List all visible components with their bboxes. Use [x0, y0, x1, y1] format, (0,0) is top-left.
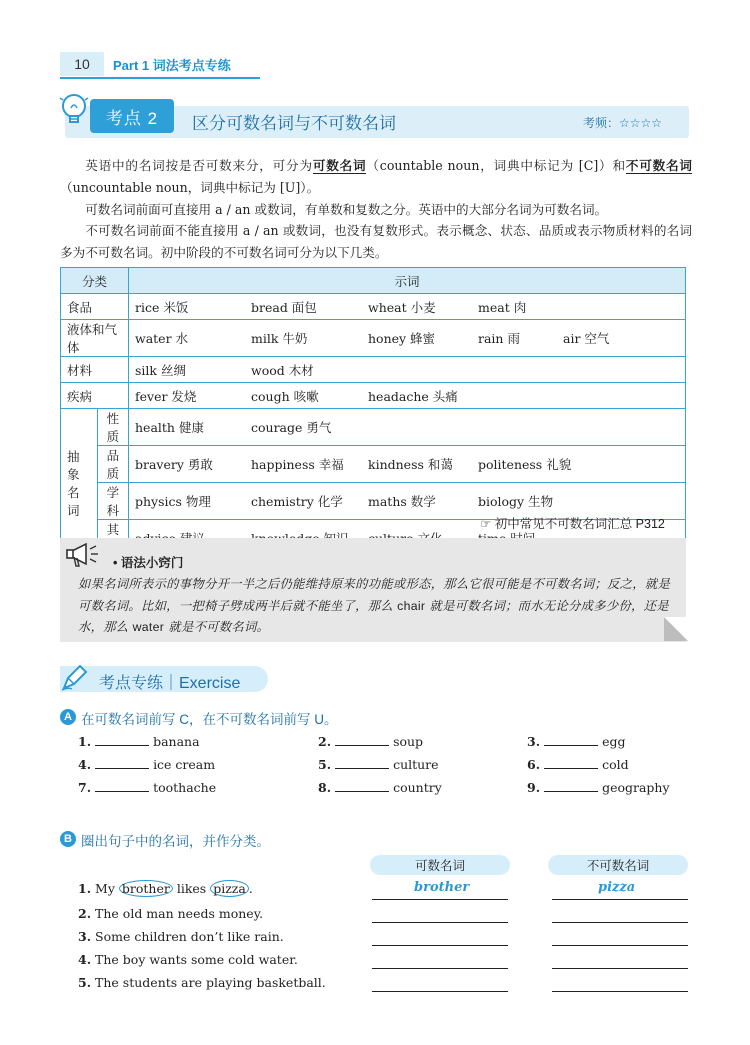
circled-noun: pizza	[210, 880, 249, 897]
word: chemistry 化学	[251, 494, 343, 509]
tip-text	[78, 574, 678, 639]
word: physics 物理	[135, 494, 211, 509]
intro-text: （countable noun，词典中标记为 [C]）和	[366, 158, 626, 173]
answer-line[interactable]	[552, 922, 688, 923]
table-row	[61, 294, 686, 320]
exercise-item	[318, 756, 439, 772]
answer-blank[interactable]	[544, 756, 598, 769]
words-cell	[129, 409, 686, 446]
example-answer-countable: brother	[414, 880, 470, 895]
words-cell	[129, 357, 686, 383]
example-sentence	[78, 881, 253, 896]
answer-blank[interactable]	[95, 733, 149, 746]
item-word: ice cream	[153, 757, 216, 772]
page-number: 10	[60, 52, 104, 76]
exercise-item	[527, 733, 625, 749]
exercise-item	[78, 779, 216, 795]
table-row	[61, 320, 686, 357]
word: politeness 礼貌	[478, 457, 572, 472]
word: cough 咳嗽	[251, 388, 319, 404]
word: health 健康	[135, 420, 204, 435]
tip-text-part: 就是不可数名词。	[164, 620, 270, 634]
item-word: cold	[602, 757, 629, 772]
answer-line[interactable]	[552, 899, 688, 900]
tip-word: water	[132, 620, 165, 634]
topic-badge: 考点 2	[90, 99, 174, 133]
sentence-text: The students are playing basketball.	[95, 975, 326, 990]
exercise-item	[318, 733, 423, 749]
item-word: egg	[602, 734, 626, 749]
section-b-instruction: 圈出句子中的名词，并作分类。	[81, 834, 270, 849]
answer-line[interactable]	[552, 968, 688, 969]
intro-paragraph-2: 可数名词前面可直接用 a / an 或数词，有单数和复数之分。英语中的大部分名词为可数名词。	[85, 202, 608, 217]
answer-line[interactable]	[372, 968, 508, 969]
item-number: 1.	[78, 734, 92, 749]
word: wood 木材	[251, 362, 314, 378]
sentence-word: likes	[176, 881, 207, 896]
sentence-item	[78, 906, 263, 921]
answer-line[interactable]	[372, 991, 508, 992]
answer-blank[interactable]	[544, 733, 598, 746]
circled-noun: brother	[119, 880, 173, 897]
word: honey 蜂蜜	[368, 331, 436, 346]
item-number: 2.	[318, 734, 332, 749]
megaphone-icon	[64, 540, 104, 570]
answer-line[interactable]	[372, 899, 508, 900]
exercise-item	[318, 779, 442, 795]
table-row	[61, 357, 686, 383]
item-number: 4.	[78, 757, 92, 772]
item-number: 2.	[78, 906, 92, 921]
pen-icon	[60, 662, 90, 692]
word: bread 面包	[251, 299, 317, 315]
words-cell	[129, 320, 686, 357]
reference-text: 初中常见不可数名词汇总 P312	[494, 517, 665, 531]
subcategory-cell: 其	[97, 520, 128, 557]
item-number: 5.	[78, 975, 92, 990]
answer-blank[interactable]	[335, 733, 389, 746]
category-cell: 液体和气体	[61, 320, 129, 357]
topic-title: 区分可数名词与不可数名词	[192, 114, 396, 133]
part-label: Part 1 词法考点专练	[113, 58, 231, 73]
item-number: 1.	[78, 881, 92, 896]
words-cell	[129, 446, 686, 483]
topic-frequency: 考频：☆☆☆☆	[583, 116, 663, 130]
intro-paragraph-1	[60, 155, 692, 198]
exercise-item	[78, 733, 200, 749]
category-cell: 食品	[61, 294, 129, 320]
category-cell: 材料	[61, 357, 129, 383]
word: happiness 幸福	[251, 457, 344, 472]
sentence-punctuation: .	[248, 881, 253, 896]
lightbulb-icon	[58, 92, 90, 130]
section-a-badge: A	[60, 709, 76, 725]
word: maths 数学	[368, 494, 436, 509]
pointing-hand-icon: ☞	[480, 517, 492, 531]
subcategory-cell: 品质	[97, 446, 128, 483]
intro-text: 英语中的名词按是否可数来分，可分为	[85, 158, 313, 173]
sentence-item	[78, 952, 298, 967]
tip-text-part: 如果名词所表示的事物分开一半之后仍能维持原来的功能或形态，那么它很可能是不可数名词；反之，就是可数名词。比如，一把椅子劈成两半后就不能坐了，那么	[78, 577, 671, 613]
header-underline	[60, 77, 260, 79]
item-number: 5.	[318, 757, 332, 772]
word: fever 发烧	[135, 388, 197, 404]
answer-line[interactable]	[552, 991, 688, 992]
header-category: 分类	[61, 268, 129, 294]
answer-blank[interactable]	[335, 756, 389, 769]
sentence-item	[78, 975, 326, 990]
word: headache 头痛	[368, 388, 458, 404]
answer-blank[interactable]	[544, 779, 598, 792]
abstract-category-cell: 抽象名词	[61, 409, 98, 557]
item-number: 7.	[78, 780, 92, 795]
tip-text-part: 就是可数名词；而水无论分成多少份，还是水，那么	[78, 598, 669, 634]
word: water 水	[135, 331, 189, 346]
word: biology 生物	[478, 494, 554, 509]
tip-title: • 语法小窍门	[113, 556, 184, 570]
sentence-text: The old man needs money.	[95, 906, 264, 921]
item-number: 8.	[318, 780, 332, 795]
item-number: 9.	[527, 780, 541, 795]
item-number: 4.	[78, 952, 92, 967]
subcategory-cell: 学科	[97, 483, 128, 520]
sentence-text: The boy wants some cold water.	[95, 952, 298, 967]
term-countable: 可数名词	[312, 158, 367, 173]
subcategory-cell: 性质	[97, 409, 128, 446]
category-cell: 疾病	[61, 383, 129, 409]
intro-text: （uncountable noun，词典中标记为 [U]）。	[60, 179, 320, 195]
item-word: country	[393, 780, 442, 795]
table-row	[61, 409, 686, 446]
word: meat 肉	[478, 299, 527, 315]
words-cell	[129, 294, 686, 320]
sentence-word: My	[95, 881, 115, 896]
example-answer-uncountable: pizza	[598, 880, 636, 895]
item-word: banana	[153, 734, 200, 749]
word: kindness 和蔼	[368, 457, 453, 472]
table-row	[61, 383, 686, 409]
item-word: geography	[602, 780, 670, 795]
word: rice 米饭	[135, 299, 189, 315]
word: milk 牛奶	[251, 331, 308, 346]
item-number: 3.	[78, 929, 92, 944]
countable-column-header: 可数名词	[370, 855, 510, 875]
item-word: soup	[393, 734, 424, 749]
reference-link[interactable]	[480, 514, 665, 532]
answer-blank[interactable]	[95, 756, 149, 769]
item-number: 3.	[527, 734, 541, 749]
words-cell	[129, 383, 686, 409]
answer-blank[interactable]	[335, 779, 389, 792]
header-examples: 示词	[129, 268, 686, 294]
exercise-item	[527, 756, 629, 772]
item-word: toothache	[153, 780, 217, 795]
table-row	[61, 446, 686, 483]
sentence-text: Some children don’t like rain.	[95, 929, 284, 944]
word: rain 雨	[478, 331, 520, 346]
term-uncountable: 不可数名词	[625, 158, 692, 173]
word: silk 丝绸	[135, 362, 186, 378]
exercise-title: 考点专练｜Exercise	[99, 675, 241, 692]
answer-blank[interactable]	[95, 779, 149, 792]
table-header-row	[61, 268, 686, 294]
word: air 空气	[563, 331, 610, 346]
section-a-instruction: 在可数名词前写 C，在不可数名词前写 U。	[81, 712, 338, 727]
answer-line[interactable]	[372, 945, 508, 946]
word: courage 勇气	[251, 420, 332, 435]
answer-line[interactable]	[552, 945, 688, 946]
item-number: 6.	[527, 757, 541, 772]
uncountable-column-header: 不可数名词	[548, 855, 688, 875]
tip-word: chair	[397, 598, 426, 613]
word: wheat 小麦	[368, 299, 436, 315]
answer-line[interactable]	[372, 922, 508, 923]
word: bravery 勇敢	[135, 457, 213, 472]
exercise-item	[527, 779, 670, 795]
exercise-item	[78, 756, 215, 772]
section-b-badge: B	[60, 831, 76, 847]
intro-paragraph-3: 不可数名词前面不能直接用 a / an 或数词，也没有复数形式。表示概念、状态、品质或表示物质材料的名词多为不可数名词。初中阶段的不可数名词可分为以下几类。	[60, 223, 692, 260]
item-word: culture	[393, 757, 439, 772]
sentence-item	[78, 929, 284, 944]
